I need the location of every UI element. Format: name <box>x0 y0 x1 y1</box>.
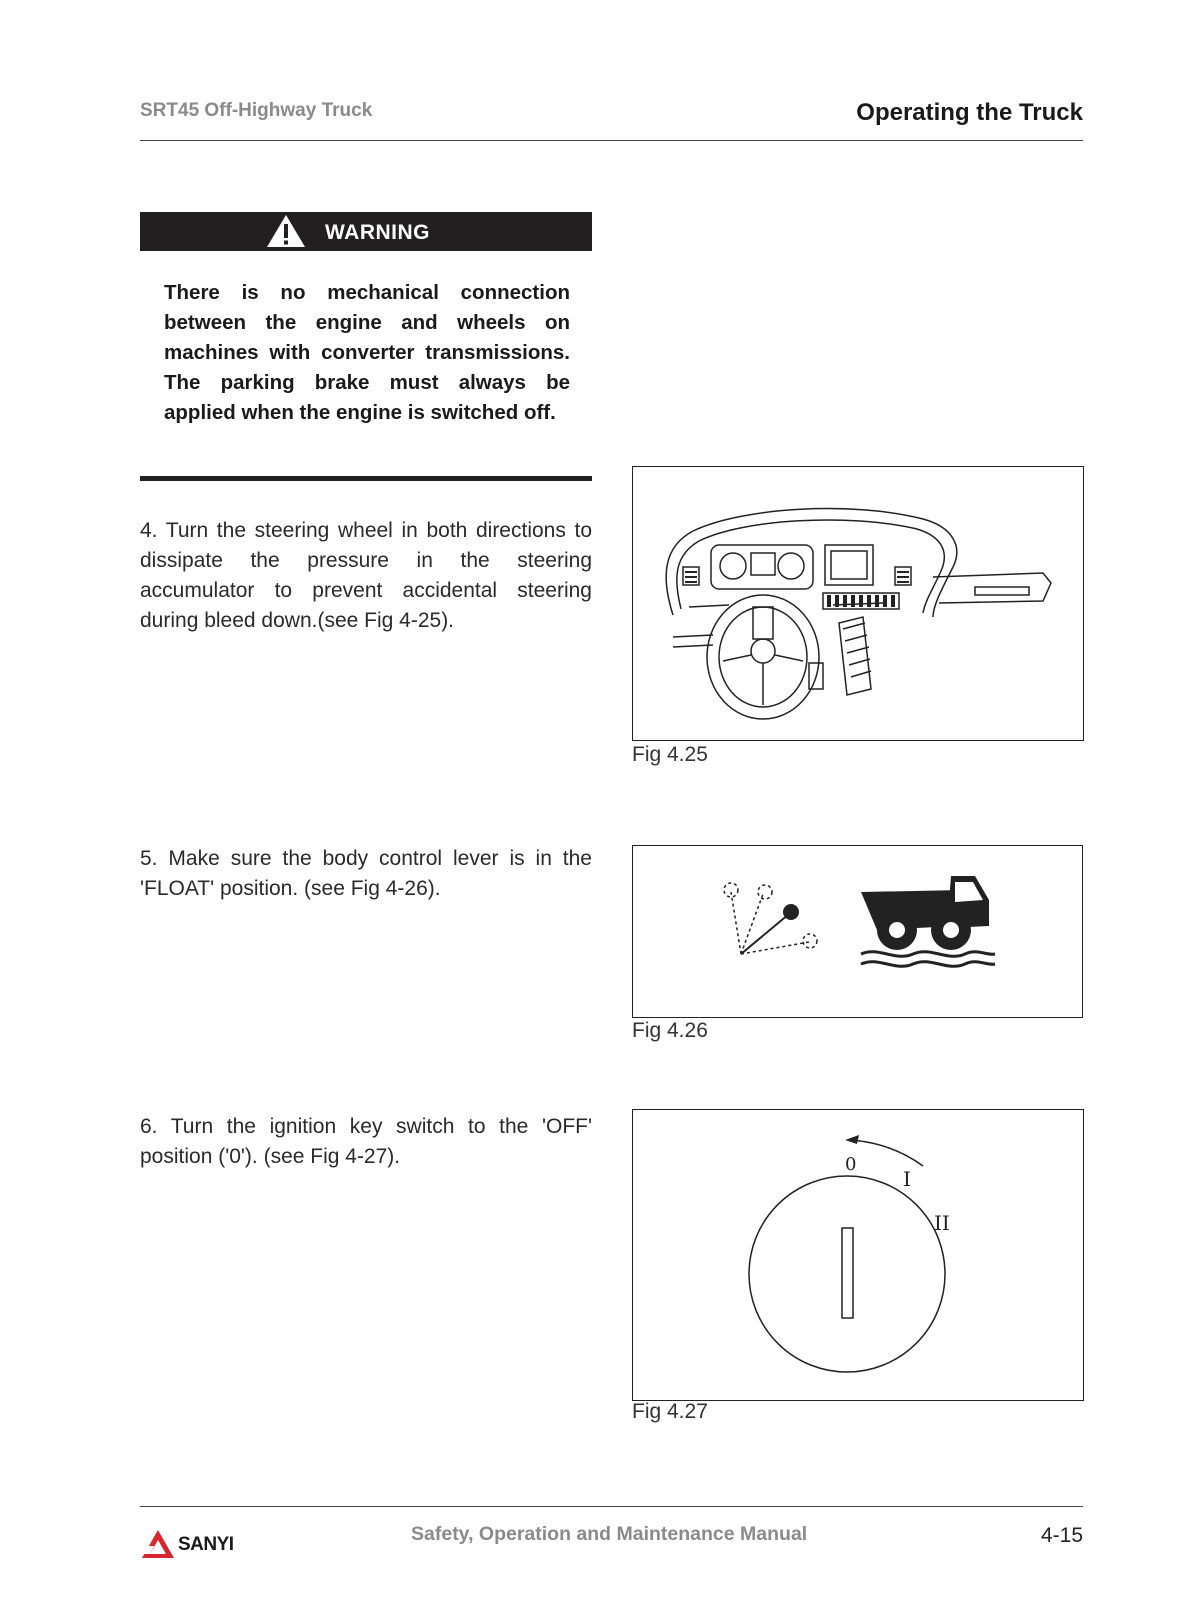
sany-logo-icon <box>140 1528 176 1560</box>
warning-triangle-icon <box>266 214 306 248</box>
ignition-switch-diagram <box>633 1110 1082 1399</box>
warning-banner <box>140 212 592 251</box>
warning-bottom-rule <box>140 476 592 481</box>
sany-logo-wordmark: SANYI <box>178 1534 234 1555</box>
key-position-I: I <box>903 1167 911 1191</box>
warning-text: There is no mechanical connection between the engine and wheels on machines with converter transmissions. The parking brake must always be applied when the engine is switched off. <box>164 281 570 424</box>
figure-caption-4-27: Fig 4.27 <box>632 1400 708 1423</box>
sany-logo <box>140 1528 234 1565</box>
figure-caption-4-26: Fig 4.26 <box>632 1019 708 1042</box>
figure-ignition-switch <box>632 1109 1084 1401</box>
key-position-0: 0 <box>845 1154 857 1175</box>
step-5-text: 5. Make sure the body control lever is in the 'FLOAT' position. (see Fig 4-26). <box>140 847 592 900</box>
header-section-title: Operating the Truck <box>856 99 1083 126</box>
dashboard-illustration <box>633 467 1082 739</box>
page-number: 4-15 <box>1040 1524 1083 1547</box>
step-6-text: 6. Turn the ignition key switch to the 'OFF' position ('0'). (see Fig 4-27). <box>140 1115 592 1168</box>
header-document-title: SRT45 Off-Highway Truck <box>140 100 373 121</box>
header-divider <box>140 140 1083 141</box>
float-lever-symbol <box>633 846 1081 1016</box>
figure-float-lever <box>632 845 1083 1018</box>
footer-divider <box>140 1506 1083 1507</box>
footer-manual-title: Safety, Operation and Maintenance Manual <box>411 1523 808 1545</box>
figure-dashboard <box>632 466 1084 741</box>
warning-label: WARNING <box>325 221 430 244</box>
step-4-text: 4. Turn the steering wheel in both directions to dissipate the pressure in the steering accumulator to prevent accidental steering during bleed down.(see Fig 4-25). <box>140 519 592 632</box>
figure-caption-4-25: Fig 4.25 <box>632 743 708 766</box>
key-position-II: II <box>934 1211 950 1235</box>
